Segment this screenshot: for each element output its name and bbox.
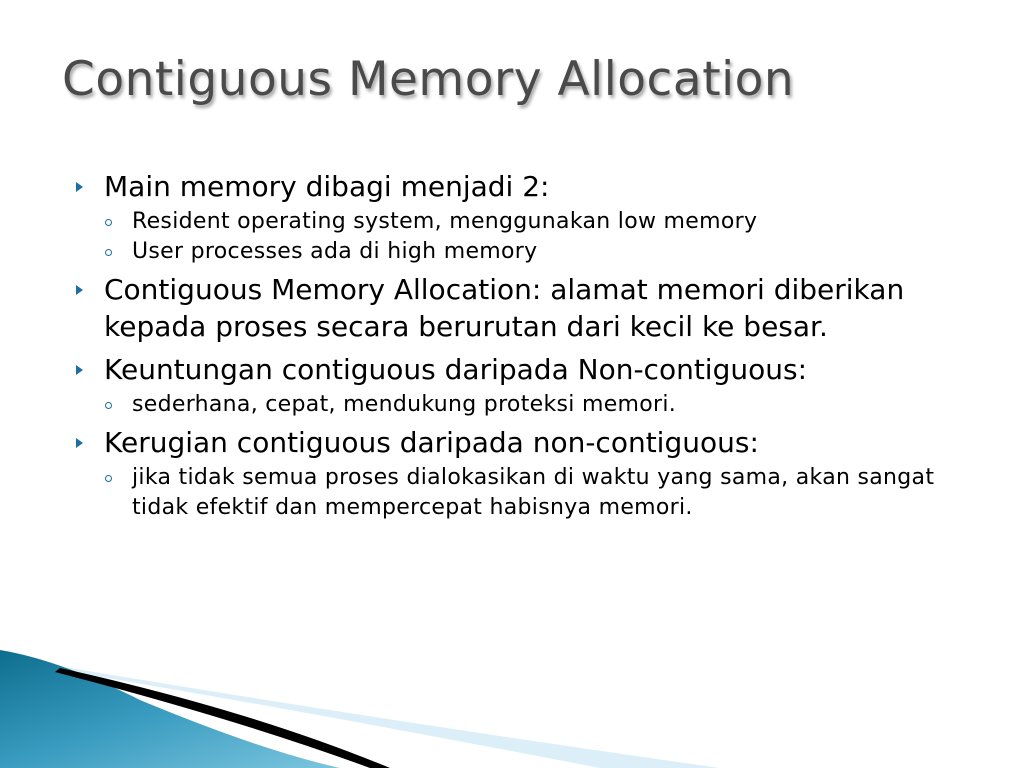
bullet-4-text: Kerugian contiguous daripada non-contiguous:: [104, 426, 759, 459]
ring-icon: [105, 402, 112, 409]
sub-bullet-4-1: [76, 463, 976, 523]
sub-bullet-3-1: [76, 390, 976, 420]
bullet-3-text: Keuntungan contiguous daripada Non-contiguous:: [104, 353, 808, 386]
ring-icon: [105, 219, 112, 226]
triangle-arrow-icon: [76, 182, 83, 192]
sub-bullet-1-1: [76, 207, 976, 237]
ring-icon: [105, 475, 112, 482]
sub-bullet-1-2: [76, 237, 976, 267]
sub-bullet-3-1-text: sederhana, cepat, mendukung proteksi memori.: [132, 392, 677, 417]
triangle-arrow-icon: [76, 438, 83, 448]
sub-bullet-1-2-text: User processes ada di high memory: [132, 239, 538, 264]
bullet-3: [76, 351, 976, 388]
bullet-1: [76, 168, 976, 205]
wave-decoration: [0, 640, 1024, 768]
bullet-2-text: Contiguous Memory Allocation: alamat memori diberikan kepada proses secara berurutan dari kecil ke besar.: [104, 273, 905, 343]
triangle-arrow-icon: [76, 285, 83, 295]
bullet-4: [76, 424, 976, 461]
bullet-2: [76, 271, 976, 345]
slide-title: Contiguous Memory Allocation: [62, 52, 795, 107]
bullet-1-text: Main memory dibagi menjadi 2:: [104, 170, 550, 203]
triangle-arrow-icon: [76, 365, 83, 375]
ring-icon: [105, 249, 112, 256]
sub-bullet-4-1-text: jika tidak semua proses dialokasikan di waktu yang sama, akan sangat tidak efektif dan mempercepat habisnya memori.: [132, 465, 935, 520]
slide-body: [76, 168, 976, 527]
sub-bullet-1-1-text: Resident operating system, menggunakan low memory: [132, 209, 758, 234]
